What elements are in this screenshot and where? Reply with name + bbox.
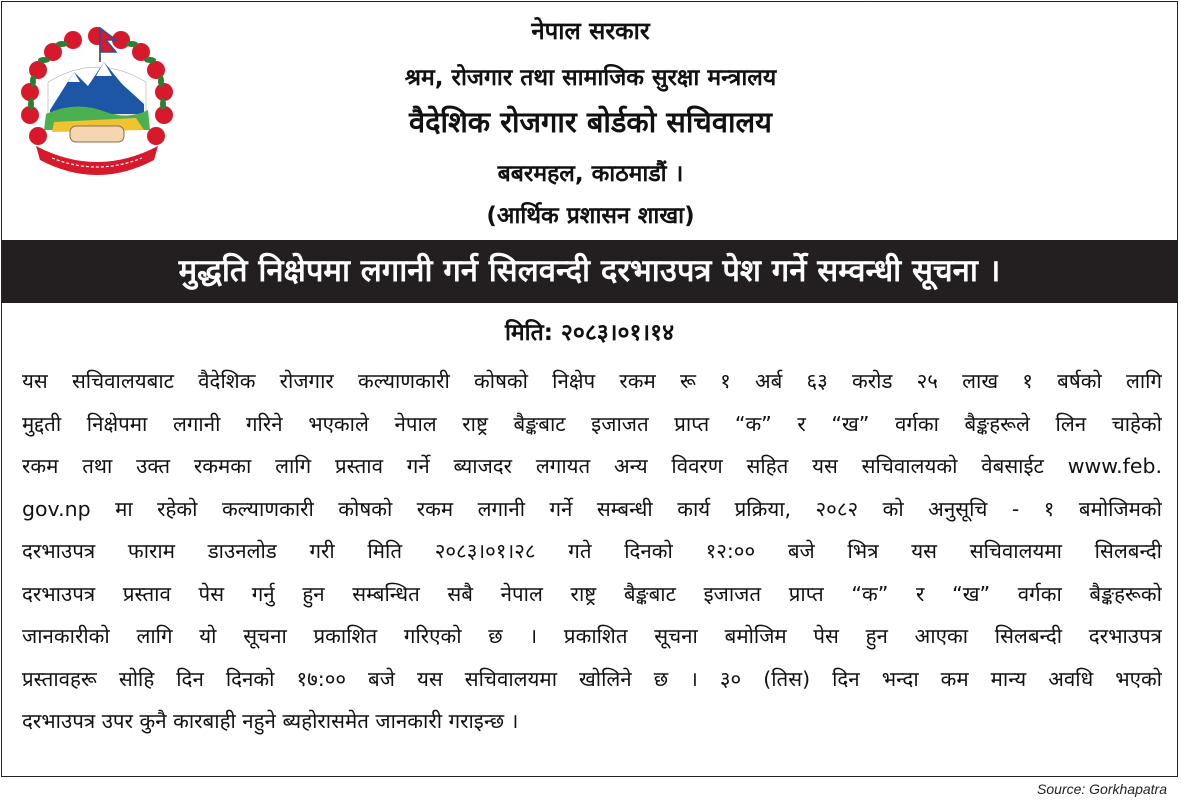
source-credit: Source: Gorkhapatra [1037, 781, 1167, 797]
government-title: नेपाल सरकार [531, 17, 650, 45]
branch-title: (आर्थिक प्रशासन शाखा) [486, 203, 695, 229]
body-line: यस सचिवालयबाट वैदेशिक रोजगार कल्याणकारी कोषको निक्षेप रकम रू १ अर्ब ६३ करोड २५ लाख १ बर्षको लागि [22, 369, 1162, 393]
address: बबरमहल, काठमाडौं । [497, 161, 684, 187]
body-line: दरभाउपत्र फाराम डाउनलोड गरी मिति २०८३।०१।२८ गते दिनको १२:०० बजे भित्र यस सचिवालयमा सिलबन्दी [22, 539, 1162, 563]
body-line: दरभाउपत्र उपर कुनै कारबाही नहुने ब्यहोरासमेत जानकारी गराइन्छ । [22, 709, 519, 733]
ministry-title: श्रम, रोजगार तथा सामाजिक सुरक्षा मन्त्रालय [404, 65, 777, 91]
notice-body [22, 360, 1162, 743]
body-line: gov.np मा रहेको कल्याणकारी कोषको रकम लगानी गर्ने सम्बन्धी कार्य प्रक्रिया, २०८२ को अनुसूचि - १ बमोजिमको [22, 496, 1162, 521]
notice-document [1, 1, 1178, 777]
body-line: प्रस्तावहरू सोहि दिन दिनको १७:०० बजे यस सचिवालयमा खोलिने छ । ३० (तिस) दिन भन्दा कम मान्य अवधि भएको [22, 666, 1162, 691]
body-line: मुद्दती निक्षेपमा लगानी गरिने भएकाले नेपाल राष्ट्र बैङ्कबाट इजाजत प्राप्त “क” र “ख” वर्गका बैङ्कहरूले लिन चाहेको [22, 411, 1162, 436]
body-line: जानकारीको लागि यो सूचना प्रकाशित गरिएको छ । प्रकाशित सूचना बमोजिम पेस हुन आएका सिलबन्दी दरभाउपत्र [22, 624, 1162, 648]
notice-date: मिति: २०८३।०१।१४ [504, 320, 675, 346]
notice-title-banner: मुद्धति निक्षेपमा लगानी गर्न सिलवन्दी दरभाउपत्र पेश गर्ने सम्वन्धी सूचना । [2, 240, 1177, 303]
body-line: रकम तथा उक्त रकमका लागि प्रस्ताव गर्ने ब्याजदर लगायत अन्य विवरण सहित यस सचिवालयको वेबसाईट www.feb. [22, 454, 1162, 478]
body-line: दरभाउपत्र प्रस्ताव पेस गर्नु हुन सम्बन्धित सबै नेपाल राष्ट्र बैङ्कबाट इजाजत प्राप्त “क” र “ख” वर्गका बैङ्कहरूको [22, 581, 1162, 606]
secretariat-title: वैदेशिक रोजगार बोर्डको सचिवालय [409, 105, 772, 139]
